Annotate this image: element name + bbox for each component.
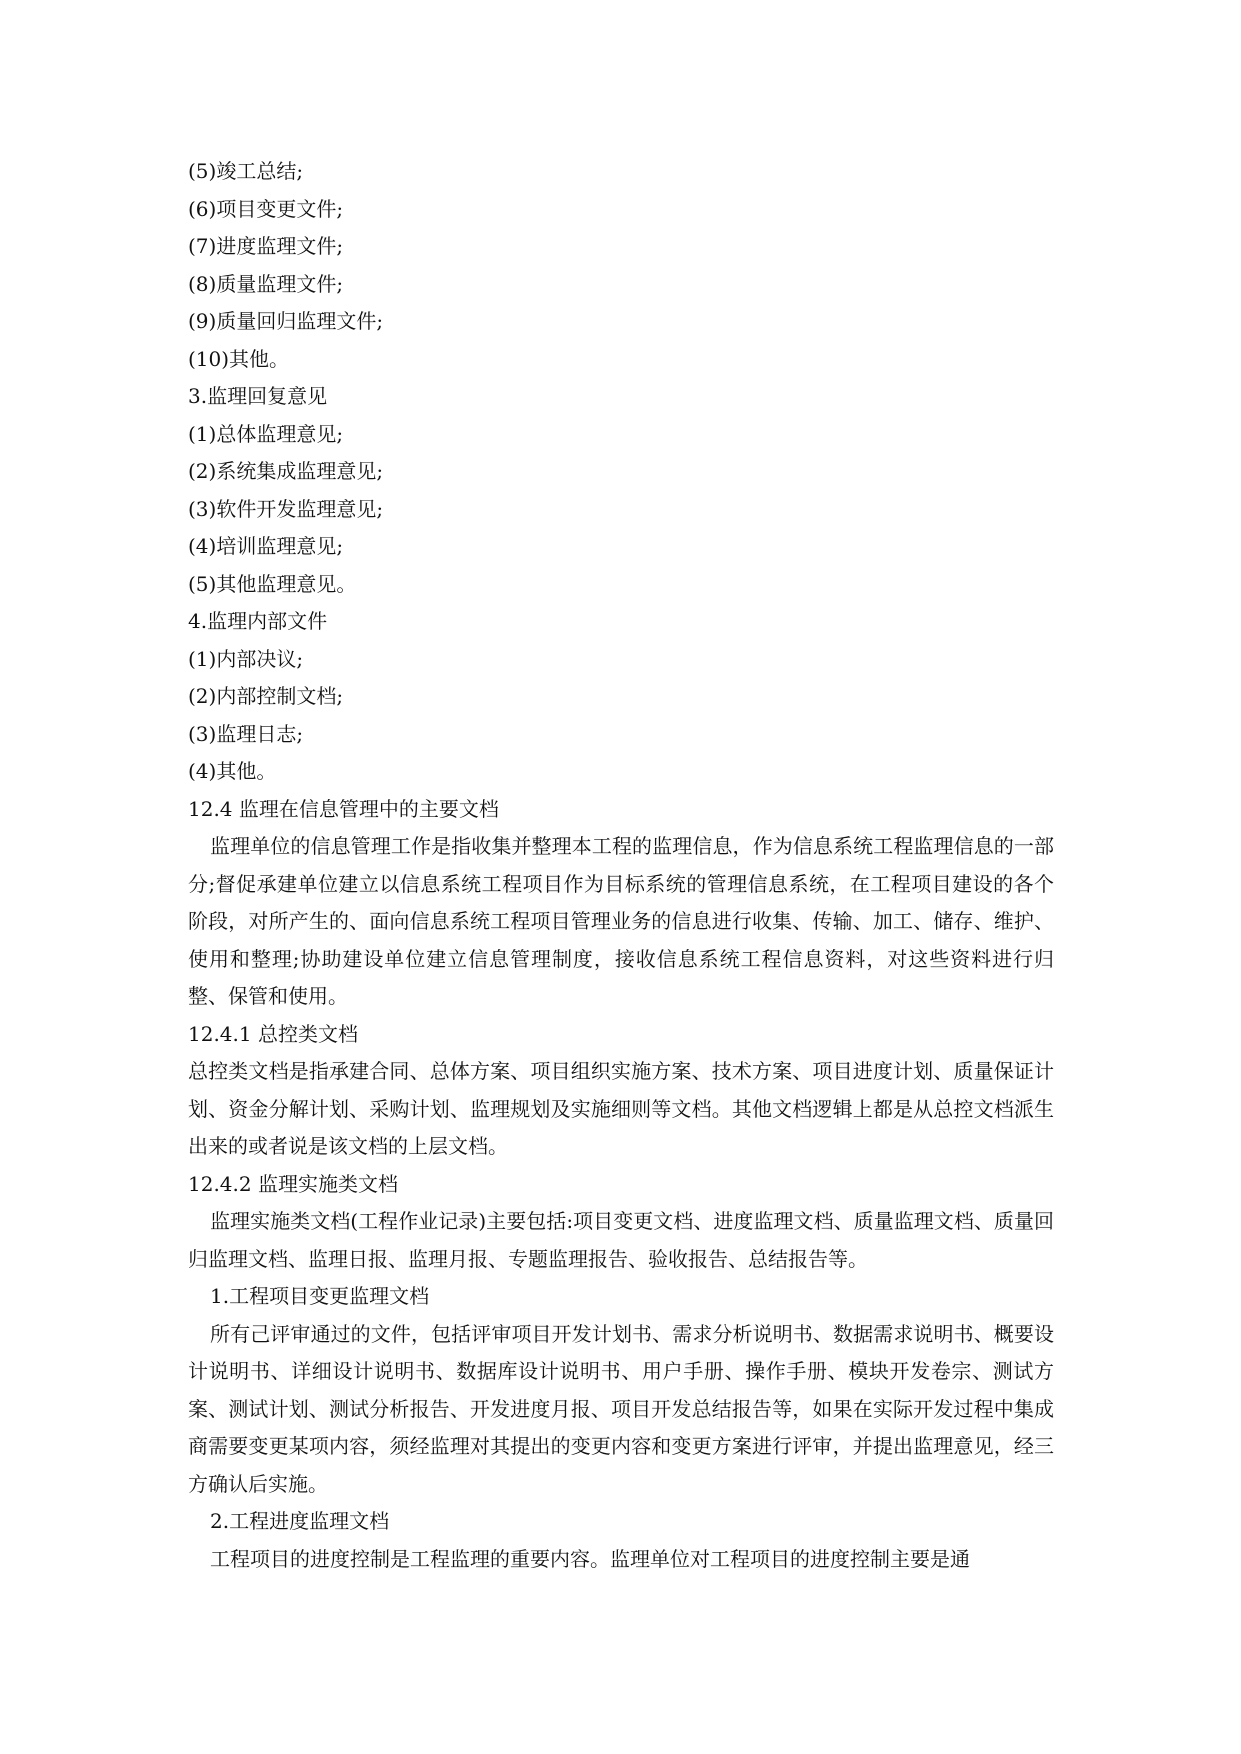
- list-item: (2)内部控制文档;: [188, 684, 344, 708]
- paragraph-change-docs: 所有己评审通过的文件，包括评审项目开发计划书、需求分析说明书、数据需求说明书、概要设计说明书、详细设计说明书、数据库设计说明书、用户手册、操作手册、模块开发卷宗、测试方案、测试计划、测试分析报告、开发进度月报、项目开发总结报告等，如果在实际开发过程中集成商需要变更某项内容，须经监理对其提出的变更内容和变更方案进行评审，并提出监理意见，经三方确认后实施。: [188, 1321, 1054, 1496]
- section-heading: 12.4.1 总控类文档: [188, 1021, 358, 1046]
- list-item: (2)系统集成监理意见;: [188, 459, 384, 483]
- list-item: (1)总体监理意见;: [188, 421, 344, 446]
- list-item: (6)项目变更文件;: [188, 196, 344, 221]
- list-item: (5)竣工总结;: [188, 159, 304, 183]
- section-heading: 4.监理内部文件: [188, 609, 328, 633]
- list-item: (5)其他监理意见。: [188, 571, 357, 596]
- paragraph-implementation-docs: 监理实施类文档(工程作业记录)主要包括:项目变更文档、进度监理文档、质量监理文档、质量回归监理文档、监理日报、监理月报、专题监理报告、验收报告、总结报告等。: [188, 1209, 1054, 1271]
- paragraph-control-docs: 总控类文档是指承建合同、总体方案、项目组织实施方案、技术方案、项目进度计划、质量保证计划、资金分解计划、采购计划、监理规划及实施细则等文档。其他文档逻辑上都是从总控文档派生出来的或者说是该文档的上层文档。: [188, 1059, 1054, 1158]
- list-item: (1)内部决议;: [188, 646, 304, 671]
- document-page: [188, 153, 1054, 1578]
- list-item: (4)其他。: [188, 759, 277, 783]
- list-item: (7)进度监理文件;: [188, 234, 344, 258]
- section-heading: 3.监理回复意见: [188, 384, 328, 408]
- list-item: (8)质量监理文件;: [188, 271, 344, 296]
- subsection-heading: 2.工程进度监理文档: [210, 1509, 390, 1533]
- list-item: (4)培训监理意见;: [188, 534, 344, 558]
- list-item: (3)监理日志;: [188, 721, 304, 746]
- list-item: (10)其他。: [188, 346, 290, 371]
- paragraph-progress-docs: 工程项目的进度控制是工程监理的重要内容。监理单位对工程项目的进度控制主要是通: [210, 1546, 970, 1571]
- section-heading: 12.4 监理在信息管理中的主要文档: [188, 796, 499, 821]
- list-item: (3)软件开发监理意见;: [188, 496, 384, 521]
- list-item: (9)质量回归监理文件;: [188, 309, 384, 333]
- section-heading: 12.4.2 监理实施类文档: [188, 1171, 398, 1196]
- subsection-heading: 1.工程项目变更监理文档: [210, 1284, 430, 1308]
- paragraph-info-management: 监理单位的信息管理工作是指收集并整理本工程的监理信息，作为信息系统工程监理信息的一部分;督促承建单位建立以信息系统工程项目作为目标系统的管理信息系统，在工程项目建设的各个阶段，对所产生的、面向信息系统工程项目管理业务的信息进行收集、传输、加工、储存、维护、使用和整理;协助建设单位建立信息管理制度，接收信息系统工程信息资料，对这些资料进行归整、保管和使用。: [188, 834, 1054, 1008]
